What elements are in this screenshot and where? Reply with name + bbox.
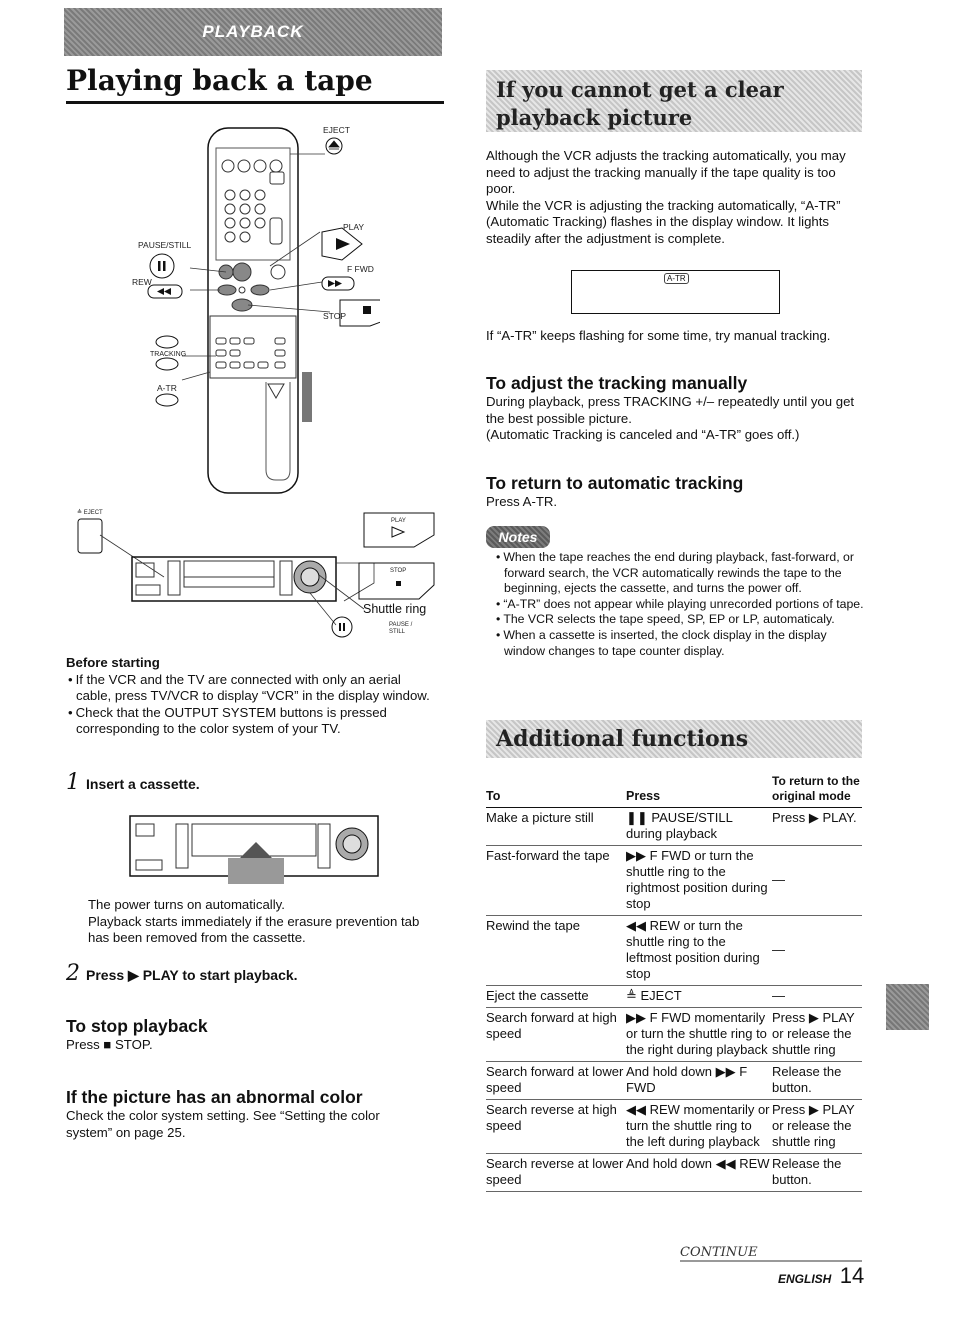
table-row xyxy=(486,1154,862,1192)
step-text: Press ▶ PLAY to start playback. xyxy=(86,967,298,983)
table-cell: ◀◀ REW or turn the shuttle ring to the leftmost position during stop xyxy=(626,916,772,986)
table-cell: — xyxy=(772,916,862,986)
table-cell: ▶▶ F FWD or turn the shuttle ring to the rightmost position during stop xyxy=(626,846,772,916)
vcr-label-stop: STOP xyxy=(390,568,407,574)
page-title: Playing back a tape xyxy=(66,64,444,104)
table-row xyxy=(486,986,862,1008)
table-cell: Search reverse at high speed xyxy=(486,1100,626,1154)
clear-picture-para: While the VCR is adjusting the tracking automatically, “A-TR” (Automatic Tracking) flashes in the display window. It lights steadily after the adjustment is complete. xyxy=(486,197,841,246)
abnormal-color-text: Check the color system setting. See “Setting the color system” on page 25. xyxy=(66,1108,380,1140)
language-label: ENGLISH xyxy=(778,1272,832,1286)
notes-badge: Notes xyxy=(486,526,550,548)
section-tab xyxy=(64,8,442,56)
table-cell: Make a picture still xyxy=(486,808,626,846)
before-starting-heading: Before starting xyxy=(66,655,160,670)
remote-label-rew: REW xyxy=(132,277,152,287)
before-starting xyxy=(66,655,436,738)
table-cell: Press ▶ PLAY or release the shuttle ring xyxy=(772,1100,862,1154)
table-row xyxy=(486,1062,862,1100)
before-starting-list xyxy=(66,672,436,738)
list-item: • If the VCR and the TV are connected with only an aerial cable, press TV/VCR to display “VCR” in the display window. xyxy=(66,672,436,705)
table-row xyxy=(486,808,862,846)
table-cell: And hold down ◀◀ REW xyxy=(626,1154,772,1192)
list-item: • The VCR selects the tape speed, SP, EP or LP, automaticaly. xyxy=(494,612,864,628)
remote-label-play: PLAY xyxy=(343,222,365,232)
stop-playback-heading: To stop playback xyxy=(66,1016,208,1036)
remote-control-illustration xyxy=(130,120,380,500)
cassette-insert-illustration xyxy=(128,812,382,888)
insert-note: The power turns on automatically. xyxy=(88,897,285,912)
table-row xyxy=(486,1008,862,1062)
table-cell: ◀◀ REW momentarily or turn the shuttle ring to the left during playback xyxy=(626,1100,772,1154)
auto-tracking-text: Press A-TR. xyxy=(486,494,558,509)
table-cell: Press ▶ PLAY or release the shuttle ring xyxy=(772,1008,862,1062)
side-thumb-tab xyxy=(886,984,929,1030)
manual-tracking-section xyxy=(486,373,862,444)
step-1 xyxy=(66,770,200,795)
table-cell: Search forward at high speed xyxy=(486,1008,626,1062)
auto-tracking-section xyxy=(486,473,862,511)
vcr-label-play: PLAY xyxy=(391,518,406,524)
table-cell: ❚❚ PAUSE/STILL during playback xyxy=(626,808,772,846)
table-cell: Press ▶ PLAY. xyxy=(772,808,862,846)
table-row xyxy=(486,846,862,916)
table-header-row xyxy=(486,772,862,808)
continue-label: CONTINUE xyxy=(680,1245,862,1262)
column-header-to: To xyxy=(486,772,626,808)
clear-picture-para: Although the VCR adjusts the tracking automatically, you may need to adjust the tracking manually if the tape quality is too poor. xyxy=(486,148,846,197)
table-cell: Search reverse at lower speed xyxy=(486,1154,626,1192)
table-cell: Release the button. xyxy=(772,1154,862,1192)
table-cell: ▶▶ F FWD momentarily or turn the shuttle ring to the right during playback xyxy=(626,1008,772,1062)
remote-label-eject: EJECT xyxy=(323,125,350,135)
clear-picture-body xyxy=(486,148,862,248)
table-row xyxy=(486,916,862,986)
table-cell: — xyxy=(772,846,862,916)
notes-list xyxy=(494,550,864,659)
manual-tracking-text: During playback, press TRACKING +/– repeatedly until you get the best possible picture. xyxy=(486,394,855,426)
page-number: 14 xyxy=(839,1263,865,1288)
insert-notes xyxy=(88,897,444,947)
manual-tracking-heading: To adjust the tracking manually xyxy=(486,373,748,393)
table-cell: Search forward at lower speed xyxy=(486,1062,626,1100)
display-window xyxy=(571,270,780,314)
step-text: Insert a cassette. xyxy=(86,776,200,792)
table-cell: Rewind the tape xyxy=(486,916,626,986)
clear-picture-title: If you cannot get a clear playback picture xyxy=(486,70,862,132)
atr-indicator: A-TR xyxy=(664,273,689,284)
additional-functions-title: Additional functions xyxy=(486,720,862,758)
vcr-label-shuttle-ring: Shuttle ring xyxy=(363,602,427,616)
table-cell: Eject the cassette xyxy=(486,986,626,1008)
abnormal-color-heading: If the picture has an abnormal color xyxy=(66,1087,363,1107)
table-cell: Fast-forward the tape xyxy=(486,846,626,916)
remote-label-pause: PAUSE/STILL xyxy=(138,240,192,250)
additional-functions-table xyxy=(486,772,862,1192)
table-cell: And hold down ▶▶ F FWD xyxy=(626,1062,772,1100)
auto-tracking-heading: To return to automatic tracking xyxy=(486,473,744,493)
table-cell: ≜ EJECT xyxy=(626,986,772,1008)
section-tab-label: PLAYBACK xyxy=(202,22,304,41)
abnormal-color-section xyxy=(66,1087,426,1141)
page-footer xyxy=(778,1263,864,1289)
stop-playback-section xyxy=(66,1016,436,1054)
vcr-label-pause: PAUSE / STILL xyxy=(389,622,413,635)
list-item: • When a cassette is inserted, the clock display in the display window changes to tape counter display. xyxy=(494,628,864,659)
column-header-press: Press xyxy=(626,772,772,808)
table-row xyxy=(486,1100,862,1154)
insert-note: Playback starts immediately if the erasure prevention tab has been removed from the cassette. xyxy=(88,913,420,946)
stop-playback-text: Press ■ STOP. xyxy=(66,1037,153,1052)
list-item: • Check that the OUTPUT SYSTEM buttons is pressed corresponding to the color system of your TV. xyxy=(66,705,436,738)
table-cell: Release the button. xyxy=(772,1062,862,1100)
column-header-return: To return to the original mode xyxy=(772,772,862,808)
step-number: 1 xyxy=(66,770,80,795)
vcr-label-eject: ≜ EJECT xyxy=(77,510,103,516)
step-number: 2 xyxy=(66,961,80,986)
remote-label-tracking: TRACKING xyxy=(150,351,187,358)
step-2 xyxy=(66,961,298,986)
remote-label-atr: A-TR xyxy=(157,383,177,393)
manual-tracking-text2: (Automatic Tracking is canceled and “A-TR” goes off.) xyxy=(486,427,800,443)
clear-picture-para3: If “A-TR” keeps flashing for some time, try manual tracking. xyxy=(486,328,831,343)
list-item: • When the tape reaches the end during playback, fast-forward, or forward search, the VCR automatically rewinds the tape to the beginning, ejects the cassette, and turns the power off. xyxy=(494,550,864,597)
table-cell: — xyxy=(772,986,862,1008)
remote-label-ffwd: F FWD xyxy=(347,264,374,274)
remote-label-stop: STOP xyxy=(323,311,346,321)
list-item: • “A-TR” does not appear while playing unrecorded portions of tape. xyxy=(494,597,864,613)
